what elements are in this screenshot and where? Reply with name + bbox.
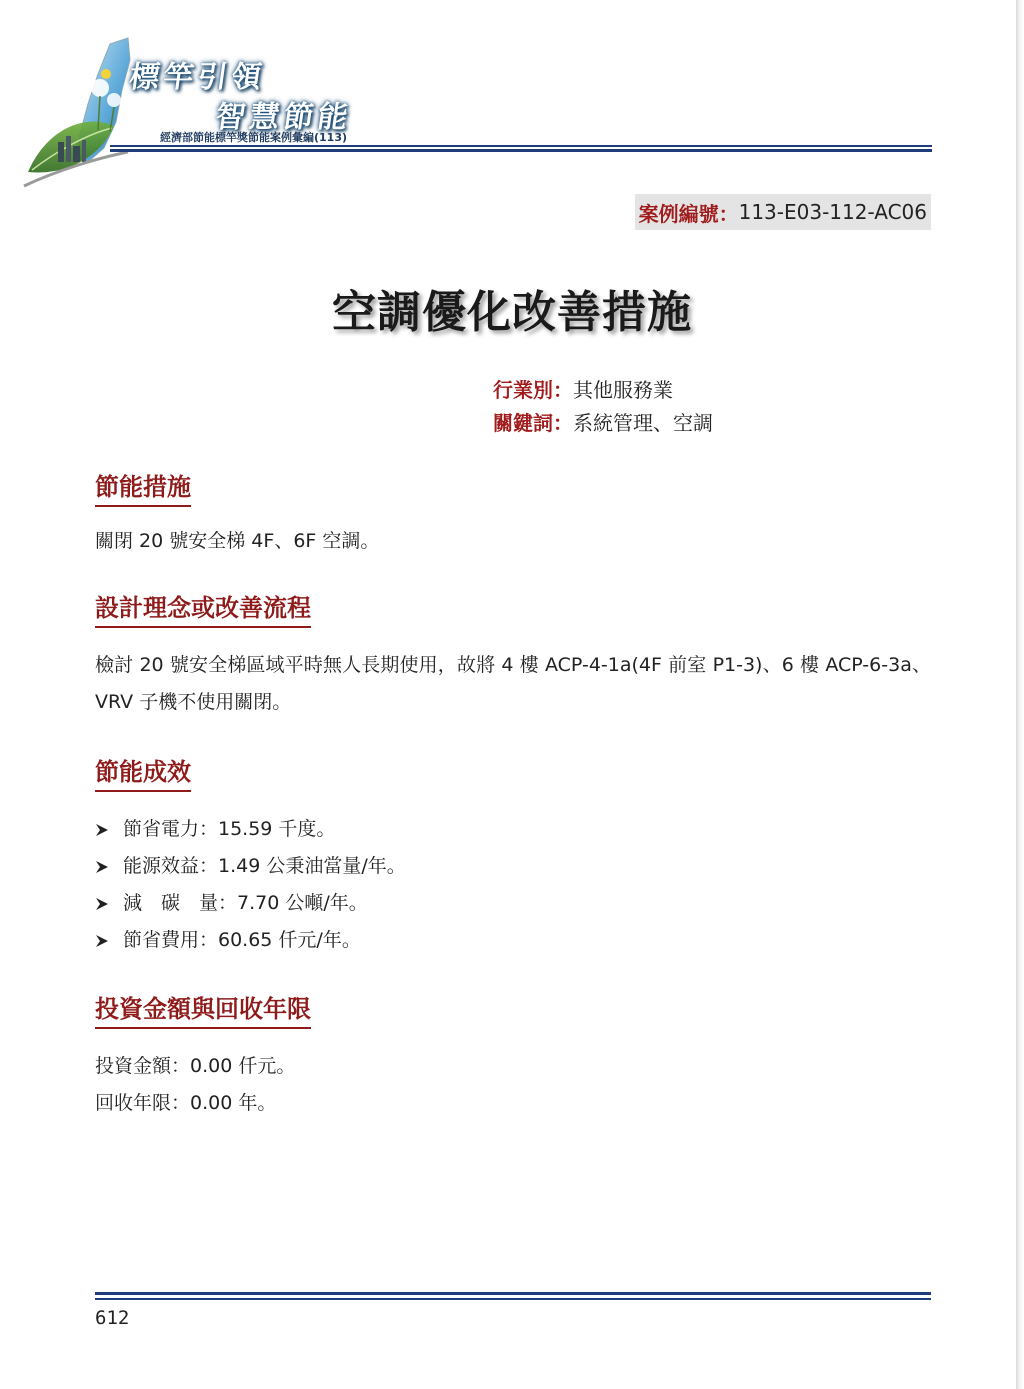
case-meta <box>493 374 713 440</box>
industry-label: 行業別： <box>493 378 573 402</box>
footer-rule <box>95 1292 931 1300</box>
measures-text: 關閉 20 號安全梯 4F、6F 空調。 <box>95 530 380 552</box>
arrow-bullet-icon <box>95 823 109 837</box>
design-text: 檢討 20 號安全梯區域平時無人長期使用，故將 4 樓 ACP-4-1a(4F 前室 P1-3)、6 樓 ACP-6-3a、VRV 子機不使用關閉。 <box>95 654 931 713</box>
header-rule <box>110 145 932 152</box>
case-number-label: 案例編號： <box>638 201 739 226</box>
case-number-value: 113-E03-112-AC06 <box>738 200 927 224</box>
keywords-value: 系統管理、空調 <box>573 411 713 435</box>
list-item <box>95 811 406 848</box>
section-heading-results: 節能成效 <box>95 757 191 792</box>
results-list <box>95 811 406 959</box>
logo-title-line1: 標竿引領 <box>127 60 268 95</box>
result-cost: 節省費用：60.65 仟元/年。 <box>123 929 361 951</box>
result-electricity: 節省電力：15.59 千度。 <box>123 818 336 840</box>
arrow-bullet-icon <box>95 934 109 948</box>
page-edge-shadow <box>1016 0 1024 1389</box>
case-number-box <box>635 194 931 230</box>
arrow-bullet-icon <box>95 860 109 874</box>
arrow-bullet-icon <box>95 897 109 911</box>
keywords-row <box>493 407 713 440</box>
section-heading-investment: 投資金額與回收年限 <box>95 994 311 1029</box>
keywords-label: 關鍵詞： <box>493 411 573 435</box>
payback-period: 回收年限：0.00 年。 <box>95 1092 277 1114</box>
investment-text <box>95 1048 931 1122</box>
industry-value: 其他服務業 <box>573 378 673 402</box>
list-item <box>95 885 406 922</box>
page-title: 空調優化改善措施 <box>332 287 692 338</box>
logo-title-line2: 智慧節能 <box>213 100 354 135</box>
header-logo <box>18 30 398 190</box>
list-item <box>95 848 406 885</box>
section-heading-measures: 節能措施 <box>95 472 191 507</box>
page-number: 612 <box>95 1307 130 1329</box>
result-carbon: 減 碳 量：7.70 公噸/年。 <box>123 892 368 914</box>
investment-amount: 投資金額：0.00 仟元。 <box>95 1055 296 1077</box>
list-item <box>95 922 406 959</box>
header-subtitle: 經濟部節能標竿獎節能案例彙編(113) <box>160 131 348 144</box>
result-energy: 能源效益：1.49 公秉油當量/年。 <box>123 855 406 877</box>
industry-row <box>493 374 713 407</box>
section-heading-design: 設計理念或改善流程 <box>95 593 311 628</box>
